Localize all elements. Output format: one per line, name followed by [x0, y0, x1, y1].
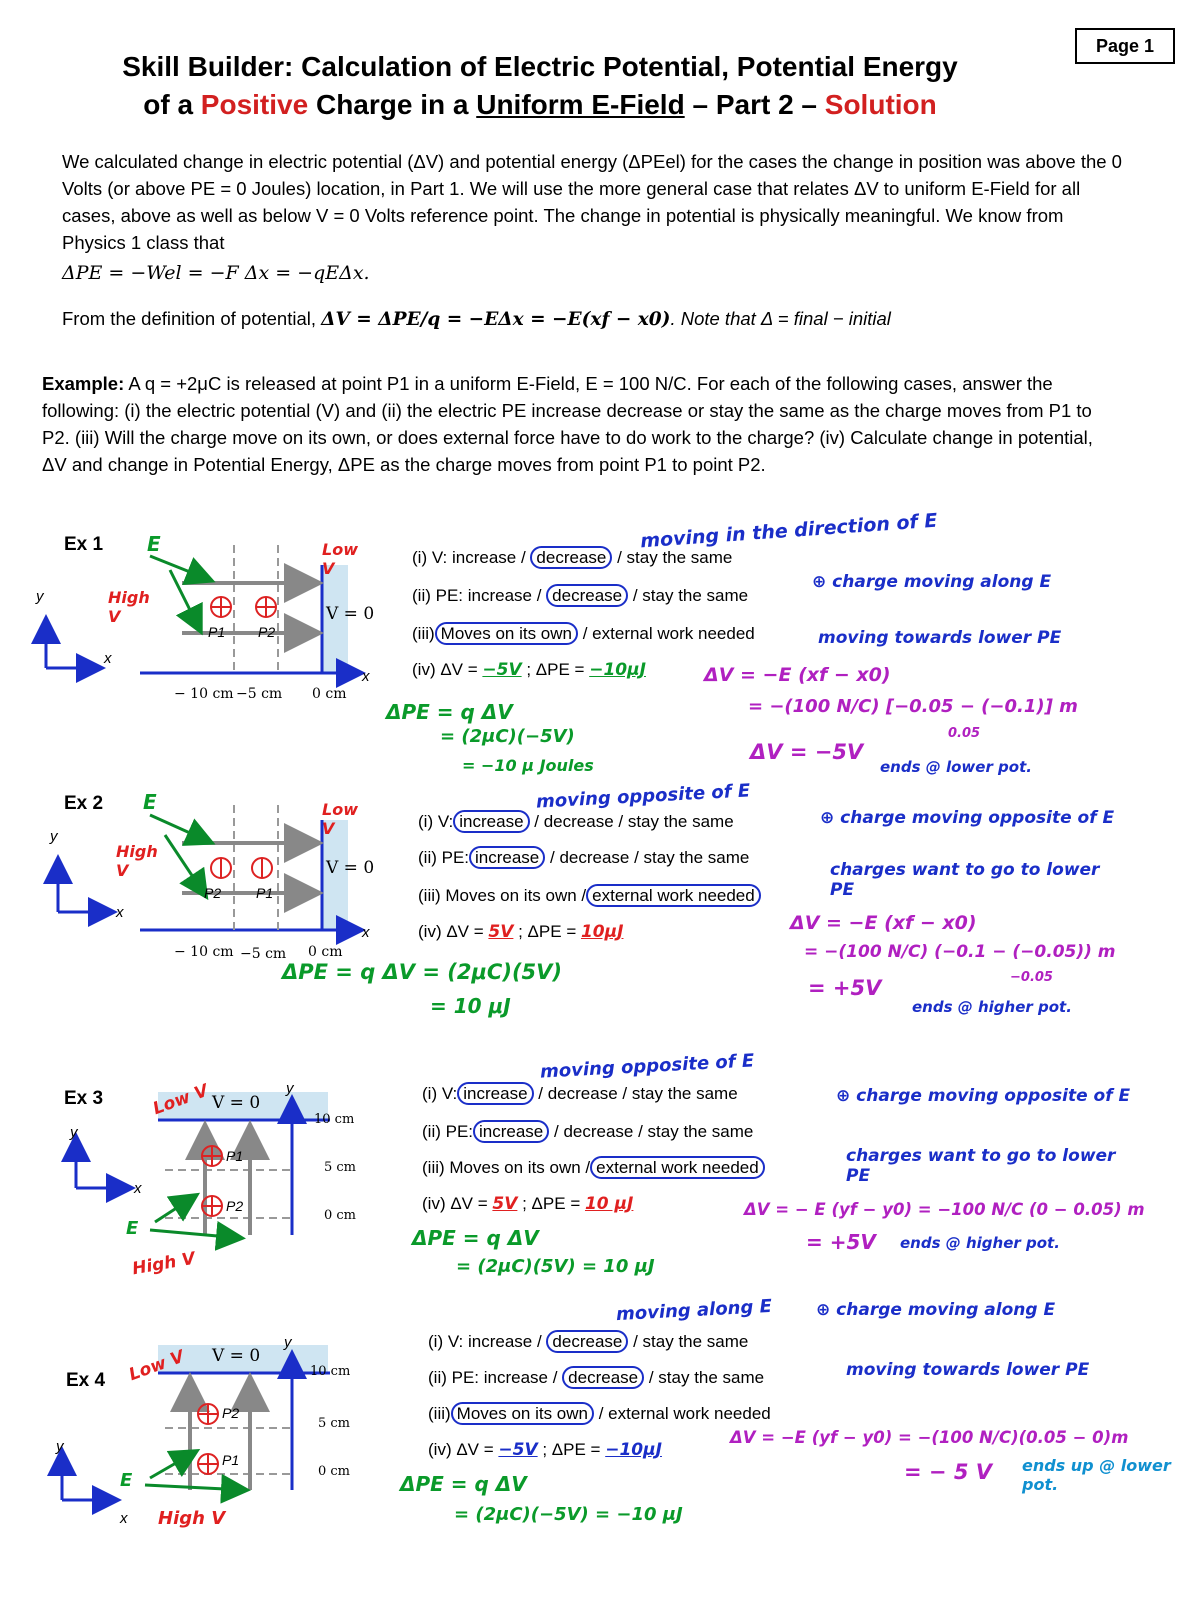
ex2-calc2: = −(100 N/C) (−0.1 − (−0.05)) m [804, 942, 1116, 962]
ex1-p1: P1 [208, 624, 226, 640]
ex1-note-top: moving in the direction of E [639, 509, 938, 553]
ex2-axis-x: x [116, 904, 124, 921]
ex1-q1: (i) V: increase / decrease / stay the same [412, 548, 733, 567]
ex3-label: Ex 3 [64, 1088, 104, 1109]
ex3-pe1: ΔPE = q ΔV [412, 1226, 539, 1250]
ex4-tick-0: 0 cm [318, 1464, 351, 1479]
ex3-q2: (ii) PE: increase / decrease / stay the same [422, 1122, 754, 1141]
ex3-q1: (i) V: increase / decrease / stay the same [422, 1084, 738, 1103]
ex4-q4: (iv) ΔV = −5V ; ΔPE = −10μJ [428, 1440, 662, 1460]
equation-work: ΔPE = −Wel = −F Δx = −qEΔx. [62, 262, 370, 284]
ex1-axis-y: y [36, 588, 44, 605]
ex4-v0: V = 0 [212, 1346, 261, 1366]
ex3-axis-y: y [70, 1124, 78, 1141]
equation-potential: From the definition of potential, ΔV = ΔPE/q = −EΔx = −E(xf − x0). Note that Δ = final − initial [62, 308, 891, 330]
ex4-diagram [62, 1345, 330, 1500]
ex4-e-label: E [120, 1470, 133, 1491]
ex3-q4: (iv) ΔV = 5V ; ΔPE = 10 μJ [422, 1194, 634, 1214]
ex1-q3: (iii) Moves on its own / external work needed [412, 624, 755, 643]
intro-paragraph: We calculated change in electric potential (ΔV) and potential energy (ΔPEel) for the cases the change in position was above the 0 Volts (or above PE = 0 Joules) location, in Part 1. We will use the more general case that relates ΔV to uniform E-Field for all cases, above as well as below V = 0 Volts reference point. The change in potential is physically meaningful. We know from Physics 1 class that [62, 151, 1122, 253]
ex3-v0: V = 0 [212, 1093, 261, 1113]
ex1-tick-5: −5 cm [236, 686, 283, 702]
ex2-axis-y: y [50, 828, 58, 845]
ex3-low-v: Low V [150, 1080, 211, 1120]
ex2-calc3-note: ends @ higher pot. [912, 998, 1072, 1016]
ex3-tick-0: 0 cm [324, 1208, 357, 1223]
ex4-q2: (ii) PE: increase / decrease / stay the same [428, 1368, 765, 1387]
ex4-axis-y: y [56, 1438, 64, 1455]
ex1-label: Ex 1 [64, 534, 104, 555]
ex3-pe2: = (2μC)(5V) = 10 μJ [456, 1256, 655, 1277]
ex2-low-v: Low V [322, 800, 358, 838]
ex2-e-label: E [143, 790, 157, 814]
ex3-note-side1: ⊕ charge moving opposite of E [836, 1086, 1131, 1106]
ex1-calc2: = −(100 N/C) [−0.05 − (−0.1)] m [748, 696, 1078, 717]
ex3-calc1: ΔV = − E (yf − y0) = −100 N/C (0 − 0.05) m [744, 1200, 1145, 1219]
ex1-pe1: ΔPE = q ΔV [386, 700, 513, 724]
ex2-xaxis-x: x [362, 924, 370, 941]
ex1-tick-10: − 10 cm [174, 686, 234, 702]
ex2-note-top: moving opposite of E [535, 780, 751, 813]
ex4-tick-5: 5 cm [318, 1416, 351, 1431]
ex2-note-side1: ⊕ charge moving opposite of E [820, 808, 1115, 828]
ex1-calc3: ΔV = −5V [750, 740, 864, 764]
example-paragraph: Example: A q = +2μC is released at point P1 in a uniform E-Field, E = 100 N/C. For each of the following cases, answer the following: (i) the electric potential (V) and (ii) the electric PE increase decrease or stay the same as the charge moves from P1 to P2. (iii) Will the charge move on its own, or does external force have to do work to the charge? (iv) Calculate change in potential, ΔV and change in Potential Energy, ΔPE as the charge moves from point P1 to point P2. [42, 373, 1093, 475]
ex2-label: Ex 2 [64, 793, 104, 814]
ex4-p2: P2 [222, 1405, 240, 1421]
page-label: Page 1 [1075, 28, 1175, 64]
ex1-high-v: High V [108, 588, 150, 626]
ex2-p1: P1 [256, 885, 274, 901]
ex1-axis-x: x [104, 650, 112, 667]
ex2-calc2b: −0.05 [1010, 970, 1053, 985]
ex2-diagram [58, 805, 360, 930]
ex3-tick-5: 5 cm [324, 1160, 357, 1175]
ex4-high-v: High V [158, 1508, 226, 1529]
ex2-tick-0: 0 cm [308, 944, 343, 960]
ex4-note-top: moving along E [615, 1295, 773, 1326]
ex3-p2: P2 [226, 1198, 244, 1214]
ex3-axis-x: x [134, 1180, 142, 1197]
ex4-calc1: ΔV = −E (yf − y0) = −(100 N/C)(0.05 − 0)m [730, 1428, 1129, 1447]
ex1-calc2b: 0.05 [948, 726, 981, 741]
ex3-calc3-note: ends @ higher pot. [900, 1234, 1060, 1252]
title-line2: of a Positive Charge in a Uniform E-Field – Part 2 – Solution [143, 89, 937, 120]
ex4-calc3-note: ends up @ lower pot. [1022, 1456, 1171, 1494]
ex4-axis-y2: y [284, 1334, 292, 1351]
ex1-note-side1: ⊕ charge moving along E [812, 572, 1052, 592]
ex3-tick-10: 10 cm [314, 1112, 355, 1127]
ex2-pe1: ΔPE = q ΔV = (2μC)(5V) [282, 960, 563, 984]
ex4-label: Ex 4 [66, 1370, 106, 1391]
ex4-q3: (iii) Moves on its own / external work needed [428, 1404, 771, 1423]
ex3-note-side2: charges want to go to lower PE [846, 1146, 1116, 1186]
ex3-calc2: = +5V [806, 1230, 876, 1254]
ex4-pe1: ΔPE = q ΔV [400, 1472, 527, 1496]
ex3-high-v: High V [130, 1248, 197, 1280]
ex1-note-side2: moving towards lower PE [818, 628, 1062, 648]
ex2-pe2: = 10 μJ [430, 994, 511, 1018]
ex2-q2: (ii) PE: increase / decrease / stay the same [418, 848, 750, 867]
ex1-pe2: = (2μC)(−5V) [440, 726, 575, 747]
ex4-low-v: Low V [126, 1346, 187, 1386]
ex3-q3: (iii) Moves on its own / external work needed [422, 1158, 765, 1178]
ex4-p1: P1 [222, 1452, 240, 1468]
ex4-calc2: = − 5 V [904, 1460, 992, 1484]
ex1-pe3: = −10 μ Joules [462, 756, 594, 775]
ex2-v0: V = 0 [326, 858, 375, 878]
ex3-axis-y2: y [286, 1080, 294, 1097]
ex1-diagram [46, 545, 360, 673]
ex2-q3: (iii) Moves on its own / external work needed [418, 886, 761, 906]
ex1-p2: P2 [258, 624, 276, 640]
ex1-calc1: ΔV = −E (xf − x0) [704, 664, 891, 686]
ex3-e-label: E [126, 1218, 139, 1239]
ex2-note-side2: charges want to go to lower PE [830, 860, 1100, 900]
ex3-p1: P1 [226, 1148, 244, 1164]
ex1-tick-0: 0 cm [312, 686, 347, 702]
ex2-high-v: High V [116, 842, 158, 880]
ex4-pe2: = (2μC)(−5V) = −10 μJ [454, 1504, 683, 1525]
ex4-note-side2: moving towards lower PE [846, 1360, 1090, 1380]
ex1-low-v: Low V [322, 540, 358, 578]
ex3-diagram [76, 1092, 330, 1238]
ex1-q2: (ii) PE: increase / decrease / stay the same [412, 586, 749, 605]
ex2-q1: (i) V: increase / decrease / stay the same [418, 812, 734, 831]
ex3-note-top: moving opposite of E [539, 1050, 755, 1083]
ex1-q4: (iv) ΔV = −5V ; ΔPE = −10μJ [412, 660, 646, 680]
ex2-tick-10: − 10 cm [174, 944, 234, 960]
ex1-e-label: E [147, 532, 161, 556]
ex4-axis-x: x [120, 1510, 128, 1527]
ex2-calc1: ΔV = −E (xf − x0) [790, 912, 977, 934]
ex4-note-side1: ⊕ charge moving along E [816, 1300, 1056, 1320]
ex4-q1: (i) V: increase / decrease / stay the same [428, 1332, 749, 1351]
ex1-calc3-note: ends @ lower pot. [880, 758, 1032, 776]
ex2-q4: (iv) ΔV = 5V ; ΔPE = 10μJ [418, 922, 624, 942]
ex2-tick-5: −5 cm [240, 946, 287, 962]
title-line1: Skill Builder: Calculation of Electric Potential, Potential Energy [122, 51, 958, 82]
ex2-calc3: = +5V [808, 976, 882, 1000]
ex4-tick-10: 10 cm [310, 1364, 351, 1379]
ex1-xaxis-x: x [362, 668, 370, 685]
ex2-p2: P2 [204, 885, 222, 901]
ex1-v0: V = 0 [326, 604, 375, 624]
